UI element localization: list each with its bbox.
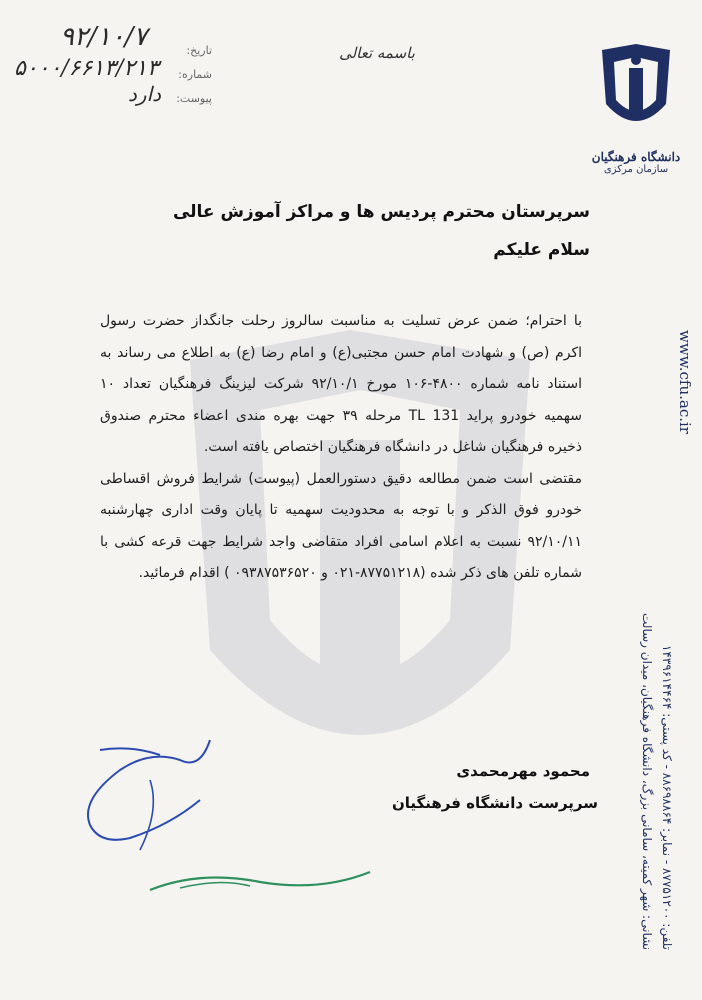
green-stamp xyxy=(140,860,380,900)
handwritten-attachment: دارد xyxy=(128,82,162,106)
recipient-heading: سرپرستان محترم پردیس ها و مراکز آموزش عالی xyxy=(172,202,590,222)
date-label: تاریخ: xyxy=(186,44,212,57)
handwritten-number: ۵۰۰۰/۶۶۱۳/۲۱۳ xyxy=(14,56,159,81)
attachment-label: پیوست: xyxy=(176,92,212,105)
number-label: شماره: xyxy=(178,68,212,81)
signatory-name: محمود مهرمحمدی xyxy=(456,762,590,780)
body-paragraph-2: مقتضی است ضمن مطالعه دقیق دستورالعمل (پیوست) شرایط فروش اقساطی خودرو فوق الذکر و با توجه به محدودیت سهمیه تا پایان وقت اداری چهارشنبه ۹۲/۱۰/۱۱ نسبت به اعلام اسامی افراد متقاضی واجد شرایط جهت قرعه کشی با شماره تلفن های ذکر شده (۸۷۷۵۱۲۱۸-۰۲۱ و ۰۹۳۸۷۵۳۶۵۲۰ ) اقدام فرمائید. xyxy=(100,470,582,581)
bismillah: باسمه تعالی xyxy=(339,44,415,62)
logo-name: دانشگاه فرهنگیان xyxy=(591,150,681,164)
footer-phone: تلفن: ۸۷۷۵۱۲۰۰ - نمابر: ۸۸۶۹۸۸۶۴ - کد پستی: ۱۴۳۹۶۱۴۴۶۴ xyxy=(660,645,674,950)
logo-emblem-icon xyxy=(596,42,676,142)
signature-block xyxy=(290,762,598,812)
university-logo xyxy=(588,42,684,175)
handwritten-date: ۹۲/۱۰/۷ xyxy=(60,22,148,52)
logo-subtitle: سازمان مرکزی xyxy=(603,164,669,175)
signatory-title: سرپرست دانشگاه فرهنگیان xyxy=(391,794,598,812)
handwritten-signature xyxy=(60,730,280,860)
footer-address: نشانی: شهر کمیته، سامانی بزرگ، دانشگاه فرهنگیان، میدان رسالت xyxy=(640,612,654,950)
side-footer xyxy=(634,330,694,950)
body-paragraph-1: با احترام؛ ضمن عرض تسلیت به مناسبت سالروز رحلت جانگداز حضرت رسول اکرم (ص) و شهادت امام حسن مجتبی(ع) و امام رضا (ع) به اطلاع می رساند به استناد نامه شماره ۴۸۰۰-۱۰۶ مورخ ۹۲/۱۰/۱ شرکت لیزینگ فرهنگیان تعداد ۱۰ سهمیه خودرو پراید TL 131 مرحله ۳۹ جهت بهره مندی اعضاء محترم صندوق ذخیره فرهنگیان شاغل در دانشگاه فرهنگیان اختصاص یافته است. xyxy=(100,313,582,455)
footer-url[interactable]: www.cfu.ac.ir xyxy=(676,330,694,434)
letter-body xyxy=(100,306,582,590)
greeting: سلام علیکم xyxy=(493,240,590,260)
